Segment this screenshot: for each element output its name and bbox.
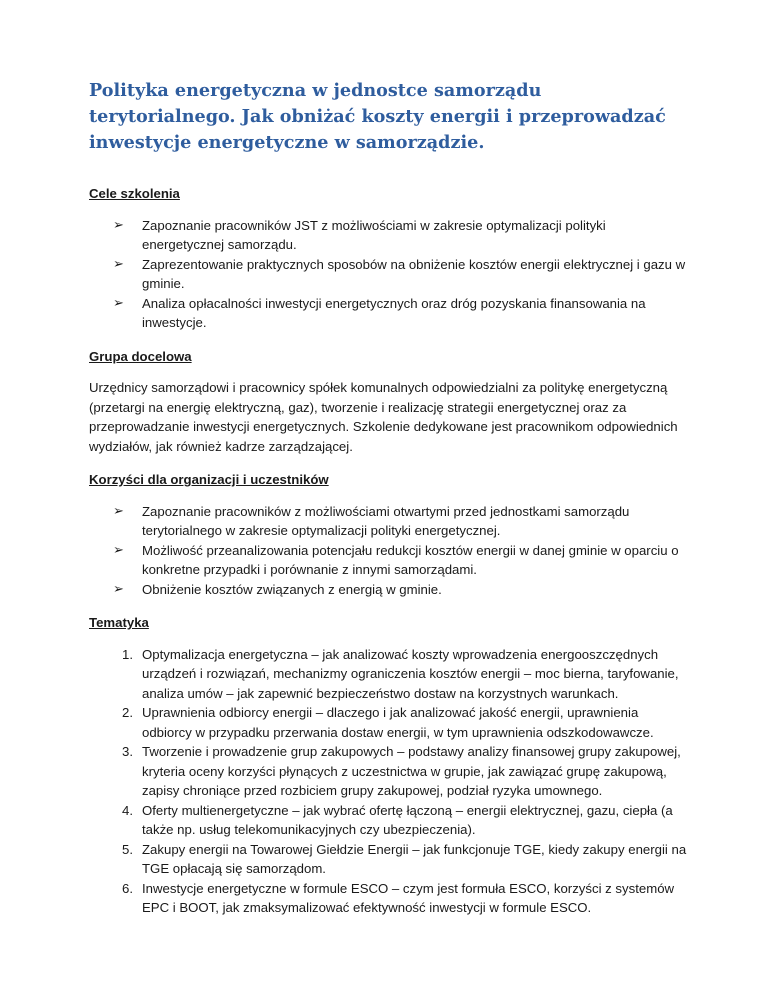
list-item: 6. Inwestycje energetyczne w formule ESCO – czym jest formuła ESCO, korzyści z systemów EPC i BOOT, jak zmaksymalizować efektywność inwestycji w formule ESCO. — [113, 879, 689, 918]
audience-text: Urzędnicy samorządowi i pracownicy spółek komunalnych odpowiedzialni za politykę energetyczną (przetargi na energię elektryczną, gaz), tworzenie i realizację strategii energetycznej oraz za przeprowadzanie inwestycji energetycznych. Szkolenie dedykowane jest pracownikom odpowiednich wydziałów, jak również kadrze zarządzającej. — [89, 380, 678, 454]
list-item: 2. Uprawnienia odbiorcy energii – dlaczego i jak analizować jakość energii, uprawnienia odbiorcy w przypadku przerwania dostaw energii, w tym uprawnienia odszkodowawcze. — [113, 703, 689, 742]
arrow-bullet-icon: ➢ — [113, 581, 124, 597]
item-number: 2. — [122, 705, 133, 720]
benefits-list — [113, 502, 689, 600]
list-item: ➢ Zapoznanie pracowników z możliwościami otwartymi przed jednostkami samorządu terytorialnego w zakresie optymalizacji polityki energetycznej. — [113, 503, 630, 538]
list-item: 4. Oferty multienergetyczne – jak wybrać ofertę łączoną – energii elektrycznej, gazu, ciepła (a także np. usług telekomunikacyjnych czy ubezpieczenia). — [113, 801, 689, 840]
goals-list — [113, 216, 689, 333]
list-item: 5. Zakupy energii na Towarowej Giełdzie Energii – jak funkcjonuje TGE, kiedy zakupy energii na TGE opłacają się samorządom. — [113, 840, 689, 879]
document-title: Polityka energetyczna w jednostce samorządu terytorialnego. Jak obniżać koszty energii i przeprowadzać inwestycje energetyczne w samorządzie. — [89, 80, 666, 153]
arrow-bullet-icon: ➢ — [113, 217, 124, 233]
list-item: 1. Optymalizacja energetyczna – jak analizować koszty wprowadzenia energooszczędnych urządzeń i rozwiązań, mechanizmy ograniczenia kosztów energii – moc bierna, taryfowanie, analiza umów – jak zapewnić bezpieczeństwo dostaw na korzystnych warunkach. — [113, 645, 689, 704]
item-number: 6. — [122, 880, 133, 896]
list-item: 3. Tworzenie i prowadzenie grup zakupowych – podstawy analizy finansowej grupy zakupowej, kryteria oceny korzyści płynących z uczestnictwa w grupie, jak zawiązać grupę zakupową, zapisy chroniące przed rozbiciem grupy zakupowej, podział ryzyka umownego. — [113, 742, 689, 801]
list-item: ➢ Analiza opłacalności inwestycji energetycznych oraz dróg pozyskania finansowania na inwestycje. — [113, 295, 646, 330]
list-item: ➢ Możliwość przeanalizowania potencjału redukcji kosztów energii w danej gminie w oparciu o konkretne przypadki i porównanie z innymi samorządami. — [113, 542, 679, 577]
benefits-heading: Korzyści dla organizacji i uczestników — [89, 472, 329, 487]
document-page — [89, 78, 689, 918]
item-number: 4. — [122, 802, 133, 818]
audience-heading: Grupa docelowa — [89, 348, 192, 364]
item-number: 5. — [122, 841, 133, 857]
arrow-bullet-icon: ➢ — [113, 542, 124, 558]
arrow-bullet-icon: ➢ — [113, 503, 124, 519]
list-item: ➢ Zapoznanie pracowników JST z możliwościami w zakresie optymalizacji polityki energetycznej samorządu. — [113, 217, 606, 252]
topics-list — [113, 645, 689, 918]
list-item: ➢ Zaprezentowanie praktycznych sposobów na obniżenie kosztów energii elektrycznej i gazu w gminie. — [113, 256, 686, 291]
arrow-bullet-icon: ➢ — [113, 256, 124, 272]
item-number: 1. — [122, 646, 133, 662]
item-number: 3. — [122, 744, 133, 759]
arrow-bullet-icon: ➢ — [113, 295, 124, 311]
list-item: ➢ Obniżenie kosztów związanych z energią w gminie. — [113, 580, 689, 600]
goals-heading: Cele szkolenia — [89, 186, 180, 201]
topics-heading: Tematyka — [89, 615, 149, 630]
